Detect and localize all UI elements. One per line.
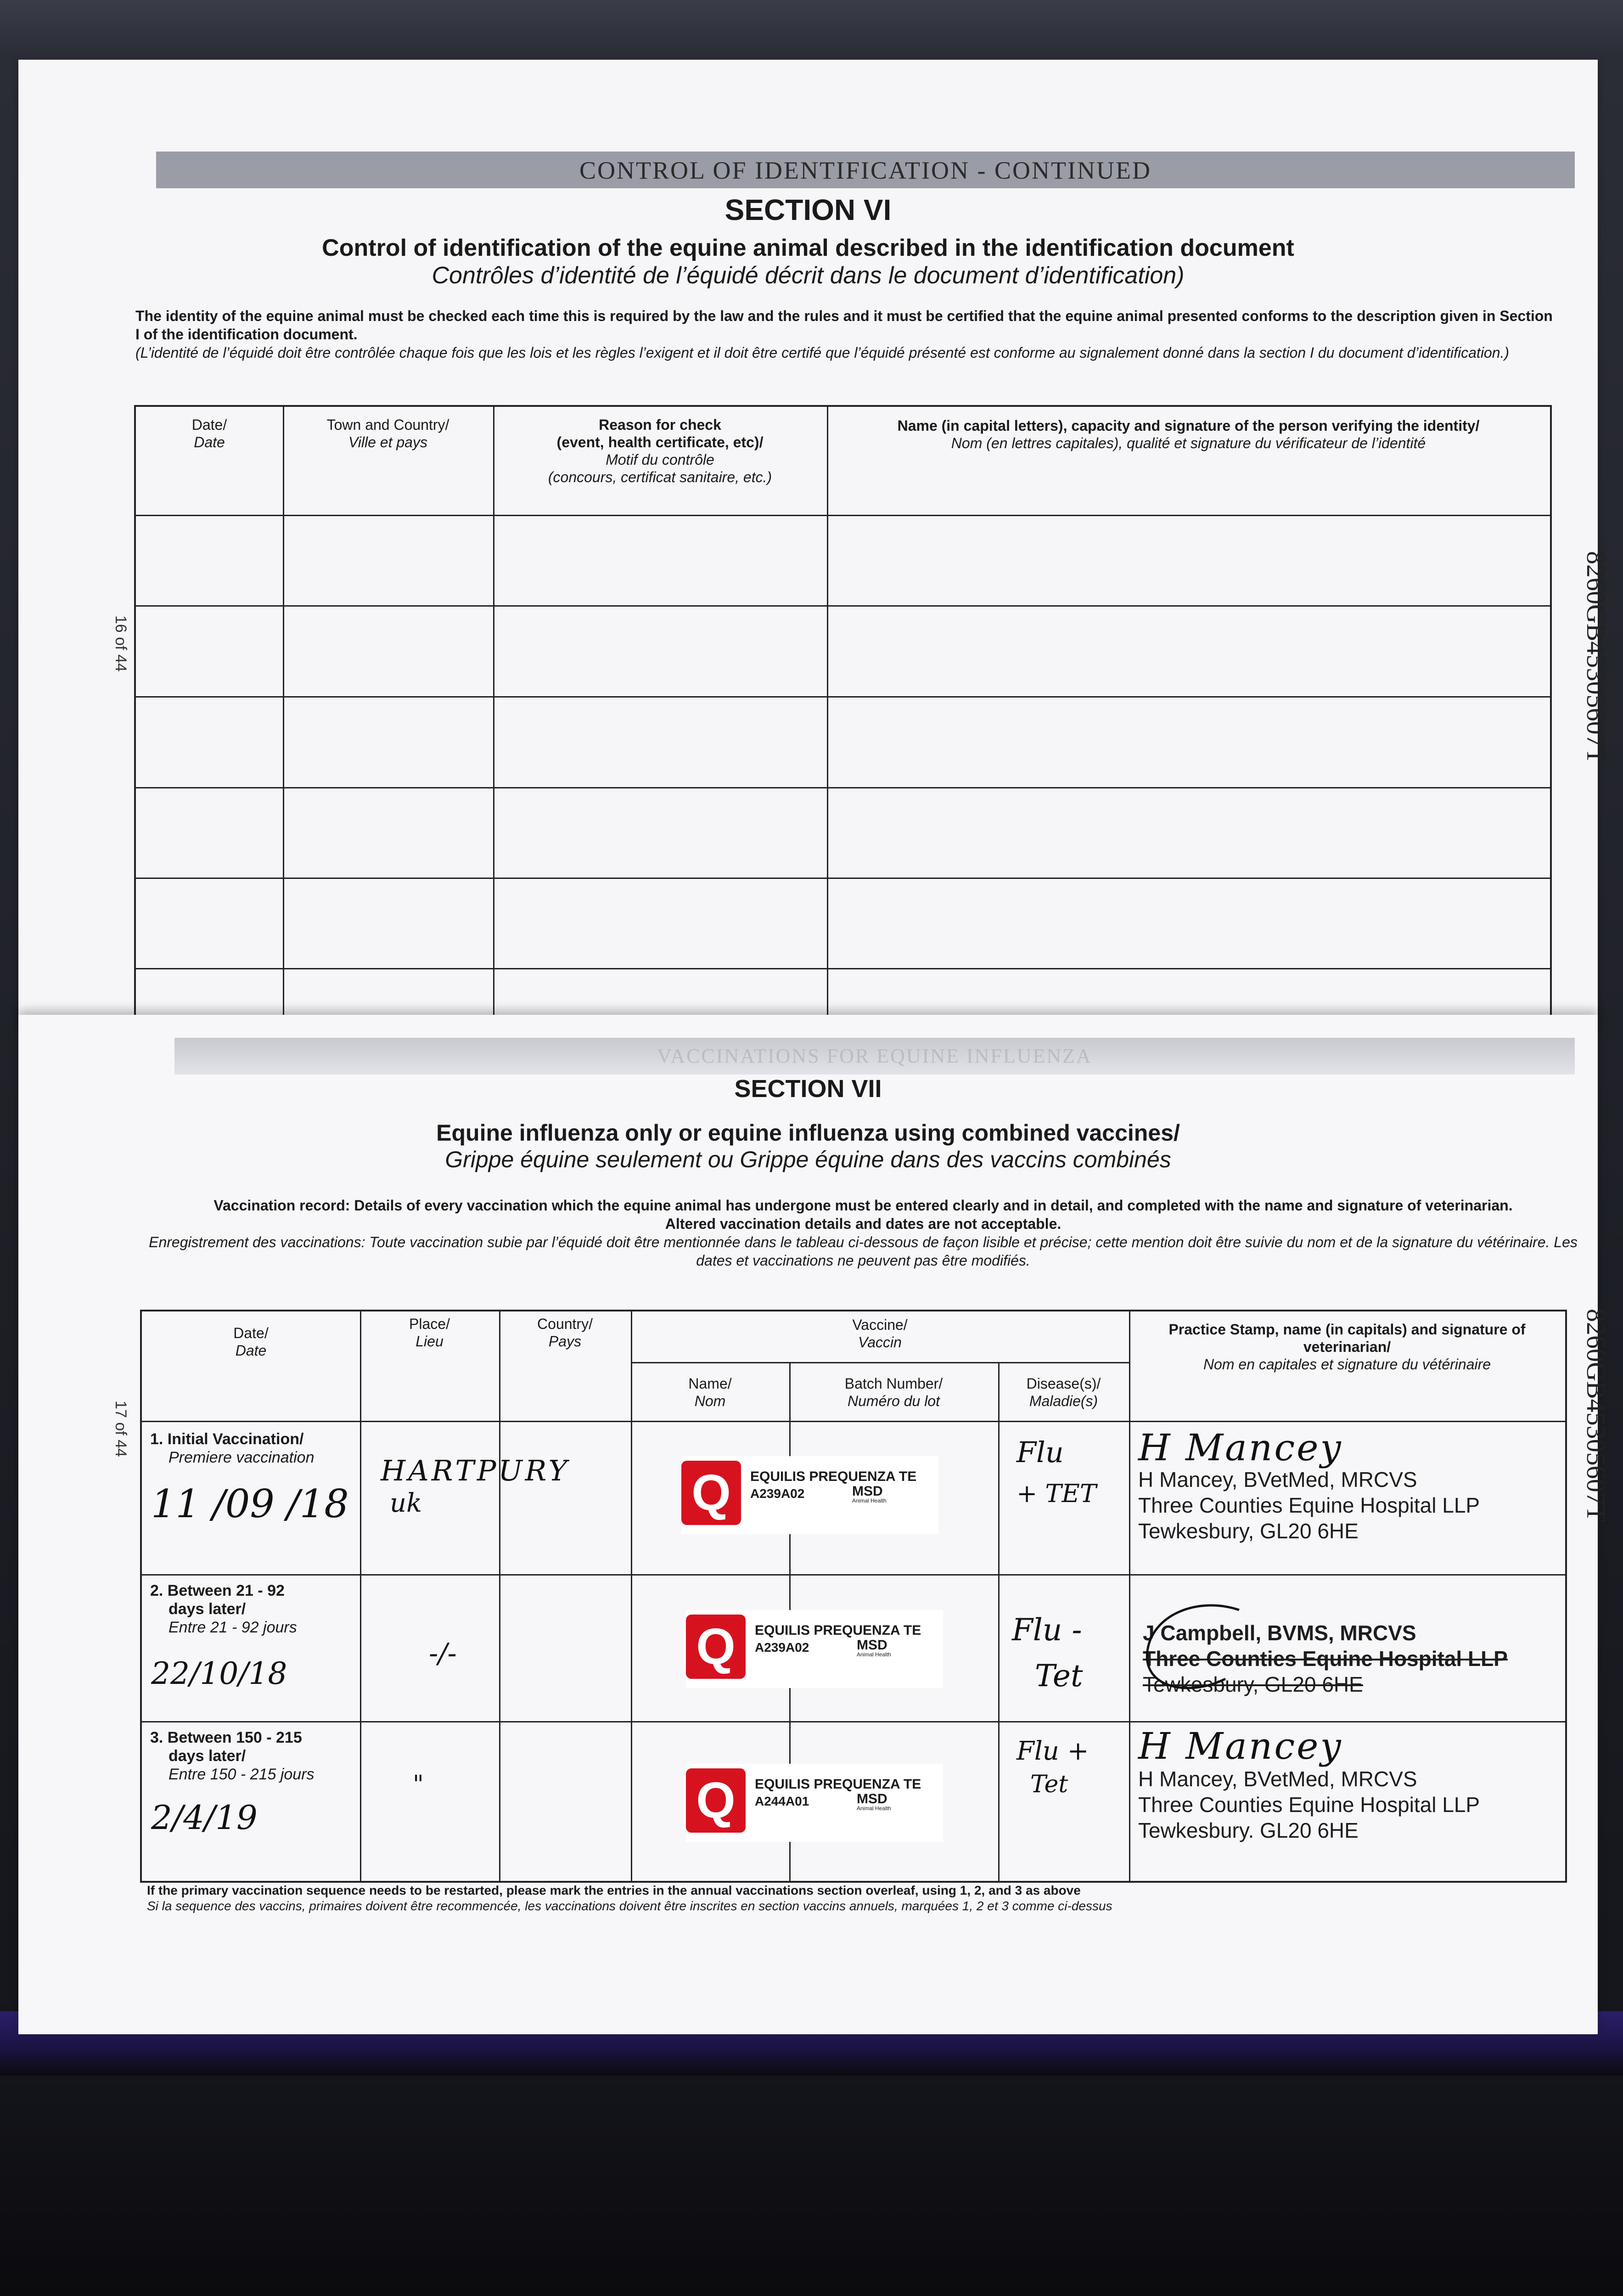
row-3-date: 2/4/19 bbox=[151, 1798, 258, 1837]
q-logo: Q bbox=[686, 1615, 746, 1679]
notice-fr: Enregistrement des vaccinations: Toute vaccination subie par l’équidé doit être mentionnée dans le tableau ci-dessous de façon lisible et précise; cette mention doit être suivie du nom et de la signature du vétérinaire. Les dates et vaccinations ne peuvent pas être modifiés. bbox=[149, 1234, 1578, 1269]
col-date: Date/ Date bbox=[191, 416, 227, 450]
passport-id-top: 8260GB4530560​7T bbox=[1581, 551, 1611, 764]
row-3-place: " bbox=[413, 1771, 424, 1798]
vaccination-record-notice bbox=[142, 1196, 1584, 1270]
instructions-en: The identity of the equine animal must be checked each time this is required by the law and the rules and it must be certified that the equine animal presented conforms to the description given in Section I of the identification document. bbox=[135, 308, 1553, 343]
row-1-signature: H Mancey bbox=[1138, 1426, 1343, 1469]
row-2-practice-stamp: J Campbell, BVMS, MRCVS Three Counties Equine Hospital LLP Tewkesbury, GL20 6HE bbox=[1143, 1621, 1508, 1696]
row-3-signature: H Mancey bbox=[1138, 1725, 1343, 1767]
row-1-disease-2: + TET bbox=[1016, 1479, 1096, 1508]
row-3-batch: A244A01 bbox=[755, 1794, 809, 1808]
col-batch: Batch Number/ Numéro du lot bbox=[844, 1375, 943, 1409]
page-17 bbox=[18, 1015, 1611, 2034]
row-1-vaccine-name: EQUILIS PREQUENZA TE bbox=[750, 1469, 917, 1484]
row-2-place: -/- bbox=[429, 1638, 457, 1670]
row-2-disease-2: Tet bbox=[1035, 1658, 1083, 1694]
row-2-date: 22/10/18 bbox=[151, 1656, 287, 1691]
band-title-faded: VACCINATIONS FOR EQUINE INFLUENZA bbox=[657, 1045, 1092, 1067]
row-2-disease: Flu - bbox=[1012, 1612, 1082, 1648]
row-2-signature-scribble bbox=[1134, 1596, 1253, 1716]
row-2-vaccine-sticker bbox=[686, 1610, 943, 1688]
row-2-label: 2. Between 21 - 92 days later/ Entre 21 - 92 jours bbox=[150, 1582, 297, 1636]
row-1-date: 11 /09 /18 bbox=[151, 1481, 349, 1526]
msd-logo: MSD Animal Health bbox=[857, 1638, 891, 1658]
row-3-disease-2: Tet bbox=[1030, 1771, 1068, 1798]
footnote-fr: Si la sequence des vaccins, primaires doivent être recommencée, les vaccinations doivent être inscrites en section vaccins annuels, marquées 1, 2 et 3 comme ci-dessus bbox=[147, 1899, 1112, 1913]
band-title: CONTROL OF IDENTIFICATION - CONTINUED bbox=[579, 157, 1151, 184]
q-logo: Q bbox=[686, 1768, 746, 1833]
section-title-en: Equine influenza only or equine influenza using combined vaccines/ bbox=[436, 1120, 1180, 1146]
col-vaccine: Vaccine/ Vaccin bbox=[852, 1317, 908, 1351]
row-3-label: 3. Between 150 - 215 days later/ Entre 150 - 215 jours bbox=[150, 1729, 314, 1783]
page-16 bbox=[18, 60, 1611, 1029]
section-heading: SECTION VI bbox=[724, 193, 892, 226]
row-3-disease: Flu + bbox=[1016, 1736, 1089, 1766]
row-1-disease: Flu bbox=[1016, 1435, 1064, 1469]
col-place: Place/ Lieu bbox=[409, 1316, 450, 1350]
col-reason: Reason for check (event, health certificate, etc)/ Motif du contrôle (concours, certificat sanitaire, etc.) bbox=[548, 416, 772, 485]
instructions bbox=[135, 307, 1559, 362]
section-title-fr: Grippe équine seulement ou Grippe équine dans des vaccins combinés bbox=[445, 1147, 1171, 1172]
footnote bbox=[147, 1883, 1570, 1914]
section-title-en: Control of identification of the equine animal described in the identification document bbox=[322, 235, 1294, 261]
section-heading: SECTION VII bbox=[734, 1075, 882, 1103]
page-number-16: 16 of 44 bbox=[112, 615, 129, 672]
section-band-faded bbox=[174, 1038, 1575, 1075]
row-1-vaccine-sticker bbox=[681, 1456, 938, 1534]
row-1-place-country: uk bbox=[390, 1488, 422, 1518]
col-date: Date/ Date bbox=[233, 1325, 269, 1359]
signature-stroke bbox=[1147, 1605, 1239, 1688]
row-3-practice-stamp: H Mancey, BVetMed, MRCVS Three Counties Equine Hospital LLP Tewkesbury. GL20 6HE bbox=[1138, 1767, 1480, 1842]
row-1-practice-stamp: H Mancey, BVetMed, MRCVS Three Counties Equine Hospital LLP Tewkesbury, GL20 6HE bbox=[1138, 1468, 1480, 1543]
notice-en-2: Altered vaccination details and dates are not acceptable. bbox=[665, 1216, 1061, 1232]
row-2-batch: A239A02 bbox=[755, 1640, 809, 1654]
row-1-label: 1. Initial Vaccination/ Premiere vaccination bbox=[150, 1430, 314, 1466]
row-1-place: HARTPURY bbox=[381, 1454, 570, 1487]
row-3-vaccine-name: EQUILIS PREQUENZA TE bbox=[755, 1777, 921, 1792]
col-disease: Disease(s)/ Maladie(s) bbox=[1026, 1375, 1101, 1409]
col-verifier: Name (in capital letters), capacity and signature of the person verifying the identity/ Nom (en lettres capitales), qualité et signature du vérificateur de l’identité bbox=[897, 417, 1480, 451]
footnote-en: If the primary vaccination sequence needs to be restarted, please mark the entries in the annual vaccinations section overleaf, using 1, 2, and 3 as above bbox=[147, 1883, 1081, 1897]
notice-en: Vaccination record: Details of every vaccination which the equine animal has undergone must be entered clearly and in detail, and completed with the name and signature of veterinarian. bbox=[213, 1197, 1513, 1214]
vaccination-table bbox=[140, 1310, 1567, 1883]
col-practice-stamp: Practice Stamp, name (in capitals) and signature of veterinarian/ Nom en capitales et signature du vétérinaire bbox=[1168, 1321, 1526, 1373]
msd-logo: MSD Animal Health bbox=[852, 1484, 887, 1504]
col-country: Country/ Pays bbox=[537, 1316, 593, 1350]
q-logo: Q bbox=[681, 1461, 741, 1525]
section-title-fr: Contrôles d’identité de l’équidé décrit dans le document d’identification) bbox=[432, 262, 1185, 289]
passport-id-bottom: 8260GB4530560​7T bbox=[1581, 1309, 1611, 1522]
col-vaccine-name: Name/ Nom bbox=[688, 1375, 732, 1409]
identification-check-table bbox=[134, 405, 1552, 1038]
col-town-country: Town and Country/ Ville et pays bbox=[326, 416, 449, 450]
row-2-vaccine-name: EQUILIS PREQUENZA TE bbox=[755, 1623, 921, 1638]
row-3-vaccine-sticker bbox=[686, 1764, 943, 1842]
row-1-batch: A239A02 bbox=[750, 1486, 805, 1501]
section-band bbox=[156, 152, 1575, 188]
msd-logo: MSD Animal Health bbox=[857, 1791, 891, 1812]
instructions-fr: (L’identité de l’équidé doit être contrôlée chaque fois que les lois et les règles l’exigent et il doit être certifé que l’équidé présenté est conforme au signalement donné dans la section I du document d’identification.) bbox=[135, 344, 1510, 361]
page-number-17: 17 of 44 bbox=[112, 1401, 129, 1457]
